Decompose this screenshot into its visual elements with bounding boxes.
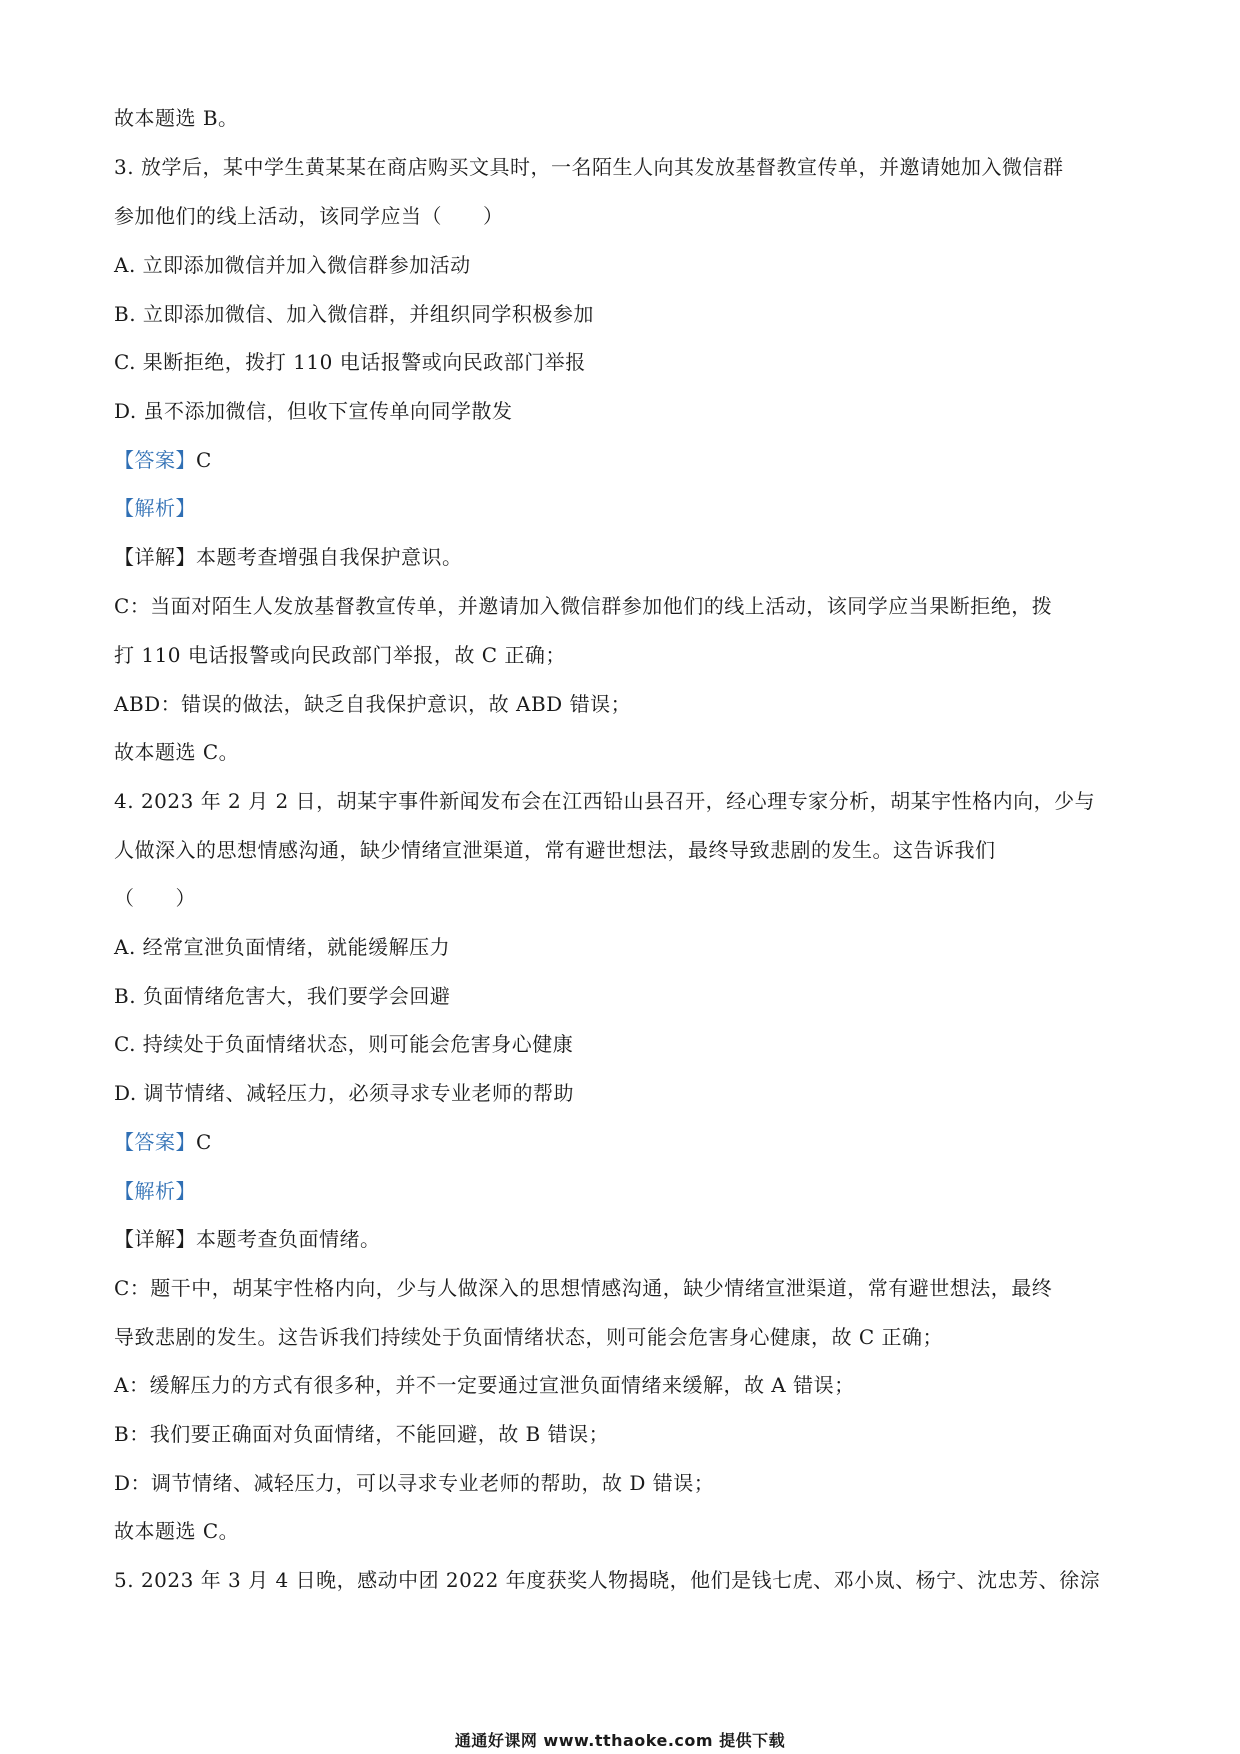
- page-footer: 通通好课网 www.tthaoke.com 提供下载: [454, 1731, 786, 1750]
- question-3-explanation-c: C：当面对陌生人发放基督教宣传单，并邀请加入微信群参加他们的线上活动，该同学应当果断拒绝，拨: [114, 594, 1053, 618]
- question-3-option-b: B. 立即添加微信、加入微信群，并组织同学积极参加: [114, 302, 594, 326]
- question-4-option-a: A. 经常宣泄负面情绪，就能缓解压力: [114, 935, 451, 959]
- question-3-stem-cont: 参加他们的线上活动，该同学应当（ ）: [114, 204, 504, 228]
- question-4-option-d: D. 调节情绪、减轻压力，必须寻求专业老师的帮助: [114, 1081, 575, 1105]
- analysis-tag: 【解析】: [114, 496, 196, 520]
- question-4-explanation-c-cont: 导致悲剧的发生。这告诉我们持续处于负面情绪状态，则可能会危害身心健康，故 C 正确；: [114, 1325, 944, 1349]
- question-3-stem: 3. 放学后，某中学生黄某某在商店购买文具时，一名陌生人向其发放基督教宣传单，并邀请她加入微信群: [114, 155, 1064, 179]
- question-4-blank: （ ）: [114, 886, 196, 910]
- question-4-explanation-a: A：缓解压力的方式有很多种，并不一定要通过宣泄负面情绪来缓解，故 A 错误；: [114, 1373, 855, 1397]
- question-3-explanation-abd: ABD：错误的做法，缺乏自我保护意识，故 ABD 错误；: [114, 692, 632, 716]
- analysis-tag: 【解析】: [114, 1179, 196, 1203]
- question-4-option-c: C. 持续处于负面情绪状态，则可能会危害身心健康: [114, 1032, 574, 1056]
- question-3-option-a: A. 立即添加微信并加入微信群参加活动: [114, 253, 471, 277]
- question-3-explanation-c-cont: 打 110 电话报警或向民政部门举报，故 C 正确；: [114, 643, 566, 667]
- question-4-stem: 4. 2023 年 2 月 2 日，胡某宇事件新闻发布会在江西铅山县召开，经心理专家分析，胡某宇性格内向，少与: [114, 789, 1096, 813]
- question-4-explanation-c: C：题干中，胡某宇性格内向，少与人做深入的思想情感沟通，缺少情绪宣泄渠道，常有避世想法，最终: [114, 1276, 1053, 1300]
- question-4-analysis-heading: [114, 1177, 1124, 1205]
- question-4-explanation-b: B：我们要正确面对负面情绪，不能回避，故 B 错误；: [114, 1422, 610, 1446]
- question-3-analysis-heading: [114, 494, 1124, 522]
- answer-tag: 【答案】: [114, 448, 196, 472]
- answer-value: C: [196, 448, 212, 472]
- question-5-stem: 5. 2023 年 3 月 4 日晚，感动中团 2022 年度获奖人物揭晓，他们是钱七虎、邓小岚、杨宁、沈忠芳、徐淙: [114, 1568, 1101, 1592]
- question-4-option-b: B. 负面情绪危害大，我们要学会回避: [114, 984, 451, 1008]
- question-3-answer: [114, 446, 1124, 474]
- question-4-conclusion: 故本题选 C。: [114, 1519, 240, 1543]
- question-4-detail: 【详解】本题考查负面情绪。: [114, 1227, 381, 1251]
- answer-value: C: [196, 1130, 212, 1154]
- answer-tag: 【答案】: [114, 1130, 196, 1154]
- question-3-option-d: D. 虽不添加微信，但收下宣传单向同学散发: [114, 399, 513, 423]
- question-4-answer: [114, 1128, 1124, 1156]
- question-3-conclusion: 故本题选 C。: [114, 740, 240, 764]
- text-line: 故本题选 B。: [114, 106, 239, 130]
- question-4-explanation-d: D：调节情绪、减轻压力，可以寻求专业老师的帮助，故 D 错误；: [114, 1471, 715, 1495]
- question-3-option-c: C. 果断拒绝，拨打 110 电话报警或向民政部门举报: [114, 350, 586, 374]
- question-3-detail: 【详解】本题考查增强自我保护意识。: [114, 545, 463, 569]
- question-4-stem-cont: 人做深入的思想情感沟通，缺少情绪宣泄渠道，常有避世想法，最终导致悲剧的发生。这告诉我们: [114, 838, 996, 862]
